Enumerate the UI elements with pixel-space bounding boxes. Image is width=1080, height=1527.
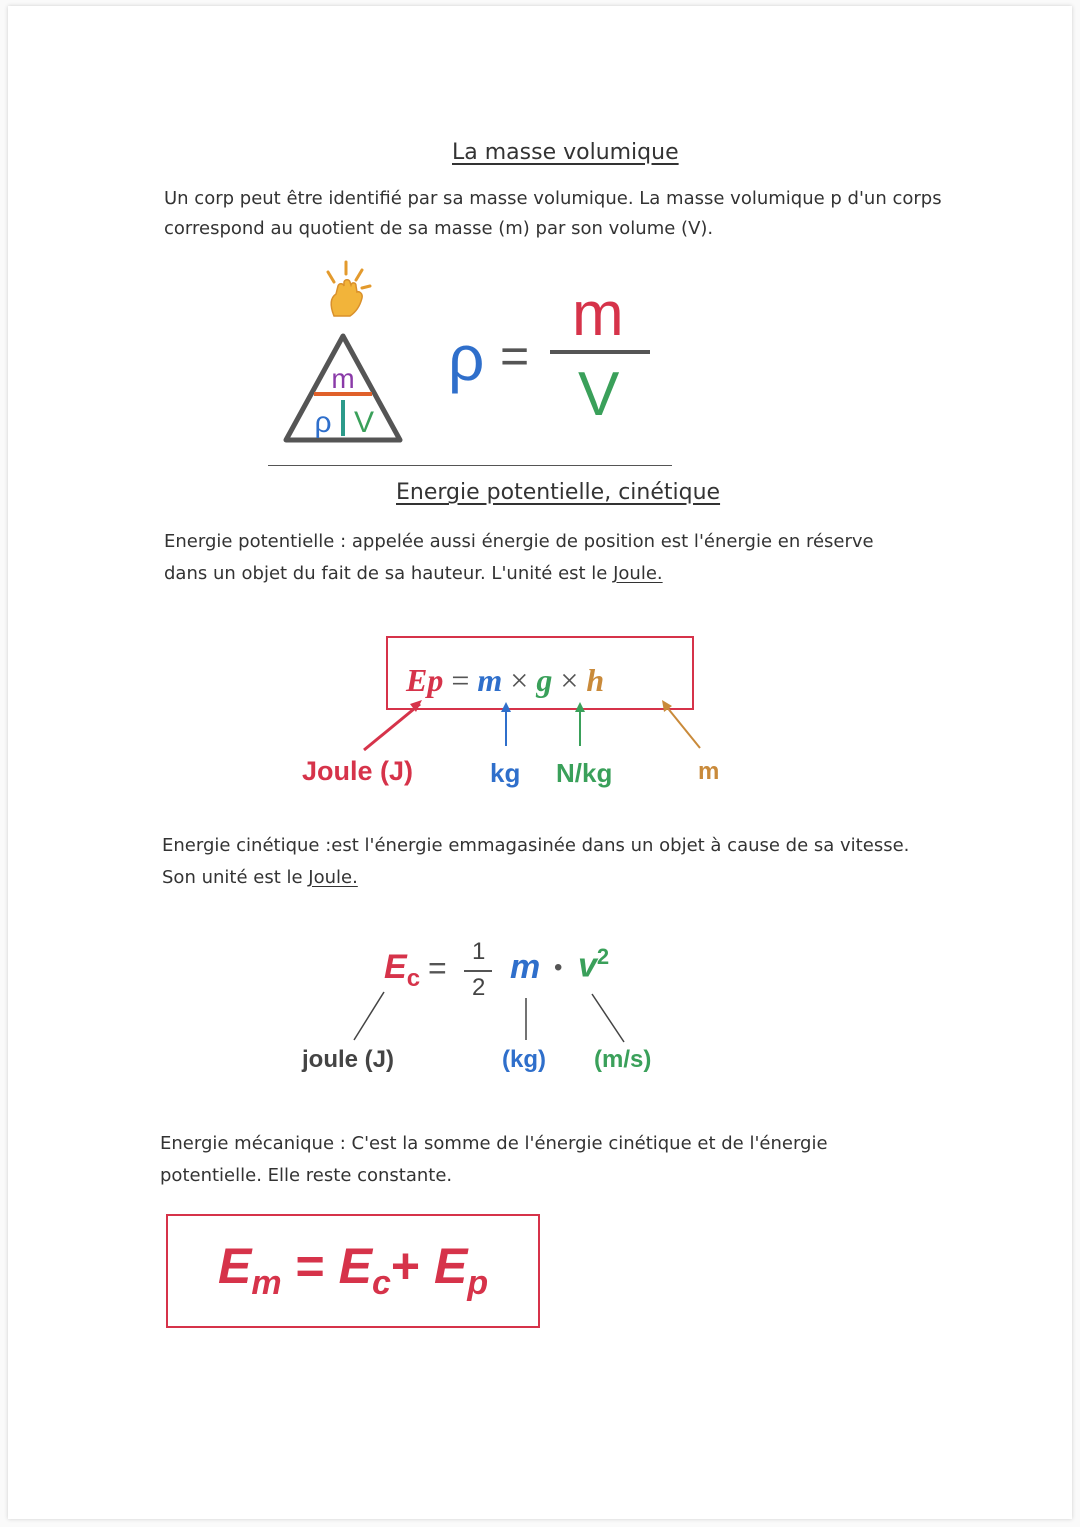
ep-times-1: × bbox=[510, 662, 529, 698]
ep-symbol: Ep bbox=[406, 662, 444, 698]
energie-cinetique-paragraph bbox=[162, 830, 982, 894]
ep-equals: = bbox=[451, 662, 470, 698]
ec-frac-den: 2 bbox=[472, 974, 486, 1001]
unit-kg-ep: kg bbox=[490, 758, 521, 788]
joule-underlined: Joule. bbox=[308, 867, 358, 888]
formula-equals: = bbox=[500, 328, 530, 384]
ec-symbol bbox=[384, 948, 420, 993]
em-formula bbox=[218, 1236, 488, 1313]
paragraph-line: Energie mécanique : C'est la somme de l'énergie cinétique et de l'énergie bbox=[160, 1133, 828, 1154]
em-e: E bbox=[218, 1238, 252, 1294]
ec-v-exponent: 2 bbox=[596, 944, 610, 969]
section-title-energie: Energie potentielle, cinétique bbox=[396, 480, 721, 505]
mvp-triangle-diagram bbox=[280, 330, 406, 446]
unit-joule-ep: Joule (J) bbox=[302, 756, 414, 786]
unit-nkg-ep: N/kg bbox=[556, 758, 613, 788]
triangle-bottom-rho: ρ bbox=[314, 406, 332, 439]
ec-m: m bbox=[510, 948, 541, 986]
paragraph-text: Son unité est le bbox=[162, 867, 309, 888]
ep-times-2: × bbox=[560, 662, 579, 698]
paragraph-line bbox=[164, 558, 964, 590]
energie-potentielle-paragraph bbox=[164, 526, 964, 590]
paragraph-line: Un corp peut être identifié par sa masse volumique. La masse volumique p d'un corps bbox=[164, 188, 942, 209]
paragraph-line: Energie cinétique :est l'énergie emmagasinée dans un objet à cause de sa vitesse. bbox=[162, 835, 910, 856]
em-ep-subscript: p bbox=[467, 1264, 489, 1302]
ep-arrow-m bbox=[666, 706, 700, 748]
ec-v bbox=[578, 944, 609, 985]
energie-mecanique-paragraph bbox=[160, 1128, 980, 1192]
formula-numerator-m: m bbox=[572, 280, 624, 349]
section-title-masse-volumique: La masse volumique bbox=[452, 140, 679, 165]
formula-rho: ρ bbox=[448, 322, 485, 394]
ec-subscript: c bbox=[406, 964, 421, 992]
em-ec-subscript: c bbox=[371, 1264, 391, 1302]
formula-denominator-v: V bbox=[578, 360, 620, 429]
unit-m-ep: m bbox=[698, 758, 720, 785]
ec-line-joule bbox=[354, 992, 384, 1040]
ep-g: g bbox=[536, 662, 553, 698]
em-subscript: m bbox=[251, 1264, 282, 1302]
unit-kg-ec: (kg) bbox=[502, 1046, 546, 1073]
ec-line-ms bbox=[592, 994, 624, 1042]
ep-arrow-joule bbox=[364, 704, 420, 750]
ec-e: E bbox=[384, 948, 407, 986]
ep-m: m bbox=[477, 662, 503, 698]
em-equals: = bbox=[295, 1238, 325, 1294]
triangle-bottom-v: V bbox=[353, 406, 375, 439]
unit-joule-ec: joule (J) bbox=[302, 1046, 395, 1073]
paragraph-line bbox=[162, 862, 982, 894]
masse-volumique-paragraph bbox=[164, 184, 964, 244]
paragraph-line: potentielle. Elle reste constante. bbox=[160, 1165, 453, 1186]
ec-dot: • bbox=[554, 954, 563, 981]
triangle-top-m: m bbox=[331, 363, 355, 394]
ec-fraction-bar bbox=[464, 970, 492, 972]
section-divider bbox=[268, 465, 672, 466]
joule-underlined: Joule. bbox=[613, 563, 663, 584]
ec-equals: = bbox=[428, 950, 447, 986]
ec-v-letter: v bbox=[578, 946, 597, 985]
em-plus: + bbox=[390, 1238, 421, 1294]
em-ec-e: E bbox=[338, 1238, 372, 1294]
paragraph-line: Energie potentielle : appelée aussi énergie de position est l'énergie en réserve bbox=[164, 531, 874, 552]
paragraph-line: correspond au quotient de sa masse (m) par son volume (V). bbox=[164, 218, 714, 239]
paragraph-text: dans un objet du fait de sa hauteur. L'unité est le bbox=[164, 563, 614, 584]
formula-fraction-bar bbox=[550, 350, 650, 354]
ec-connector-lines bbox=[340, 988, 640, 1048]
hand-icon bbox=[316, 258, 378, 320]
ep-h: h bbox=[586, 662, 605, 698]
unit-ms-ec: (m/s) bbox=[594, 1046, 652, 1073]
em-ep-e: E bbox=[434, 1238, 468, 1294]
ep-arrows bbox=[350, 690, 720, 760]
ec-frac-num: 1 bbox=[472, 938, 486, 965]
